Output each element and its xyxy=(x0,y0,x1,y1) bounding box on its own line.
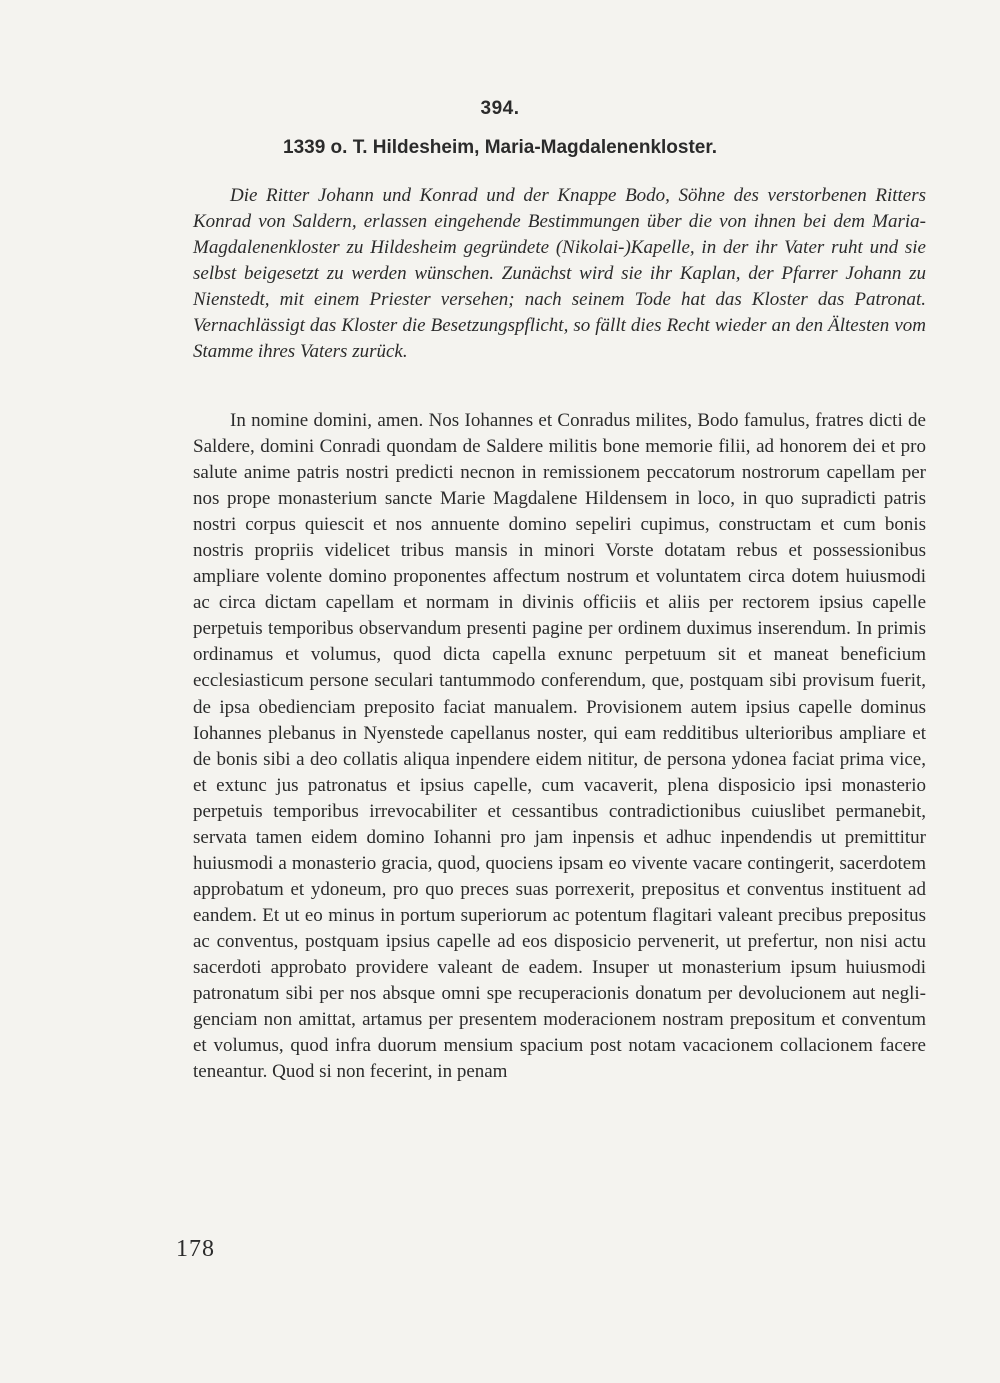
document-number: 394. xyxy=(480,98,520,119)
document-heading: 1339 o. T. Hildesheim, Maria-Magdalenenkloster. xyxy=(283,137,717,158)
summary-paragraph: Die Ritter Johann und Konrad und der Knappe Bodo, Söhne des verstorbenen Ritters Konrad von Saldern, erlassen eingehende Bestimmungen über die von ihnen bei dem Maria-Magdalenenkloster zu Hildesheim gegründete (Nikolai-)Kapelle, in der ihr Vater ruht und sie selbst beigesetzt zu werden wünschen. Zunächst wird sie ihr Kaplan, der Pfarrer Johann zu Nienstedt, mit einem Priester versehen; nach seinem Tode hat das Kloster das Patronat. Vernachlässigt das Kloster die Besetzungspflicht, so fällt dies Recht wieder an den Ältesten vom Stamme ihres Vaters zurück. xyxy=(193,185,926,362)
page-number: 178 xyxy=(176,1236,215,1262)
body-paragraph: In nomine domini, amen. Nos Iohannes et Conradus milites, Bodo famulus, fratres dicti de Saldere, domini Conradi quondam de Saldere militis bone memorie filii, ad honorem dei et pro salute anime patris nostri predicti necnon in remissionem peccatorum nostrorum capellam per nos prope monasterium sancte Marie Magdalene Hildensem in loco, in quo supradicti patris nostri corpus quiescit et nos annuente domino sepeliri cupimus, constructam et cum bonis nostris propriis videlicet tribus mansis in minori Vorste dotatam rebus et possessionibus ampliare volente domino proponentes affectum nostrum et voluntatem circa dotem huiusmodi ac circa dictam capellam et normam in divinis officiis et aliis per rectorem ipsius capelle perpetuis temporibus observandum presenti pagine per ordinem duximus inserendum. In primis ordinamus et volumus, quod dicta capella exnunc perpetuum sit et maneat beneficium ecclesiasticum persone seculari tantummodo conferendum, que, postquam sibi provisum fuerit, de ipsa obedienciam preposito faciat manualem. Provisionem autem ipsius capelle dominus Iohannes plebanus in Nyenstede capellanus noster, qui eam redditibus ulterioribus ampliare et de bonis sibi a deo collatis aliqua inpendere eidem nititur, de persona ydonea faciat prima vice, et extunc jus patronatus et ipsius capelle, cum vacaverit, plena disposicio ipsi monasterio perpetuis temporibus irrevocabiliter et cessantibus contradictionibus cuiuslibet permanebit, servata tamen eidem domino Iohanni pro jam inpensis et adhuc inpendendis ut premittitur huiusmodi a monasterio gracia, quod, quociens ipsam eo vivente vacare contingerit, sacerdotem approbatum et ydoneum, pro quo preces suas porrexerit, prepositus et conventus instituent ad eandem. Et ut eo minus in portum superiorum ac potentum flagitari valeant precibus prepositus ac conventus, postquam ipsius capelle ad eos disposicio pervenerit, ut prefertur, non nisi actu sacerdoti approbato providere valeant de eadem. Insuper ut monasterium ipsum huiusmodi patronatum sibi per nos absque omni spe recuperacionis donatum per devolucionem aut negligenciam non amittat, artamus per presentem moderacionem nostram prepositum et conventum et volumus, quod infra duorum mensium spacium post notam vacacionem collacionem facere teneantur. Quod si non fecerint, in penam xyxy=(193,410,926,1083)
